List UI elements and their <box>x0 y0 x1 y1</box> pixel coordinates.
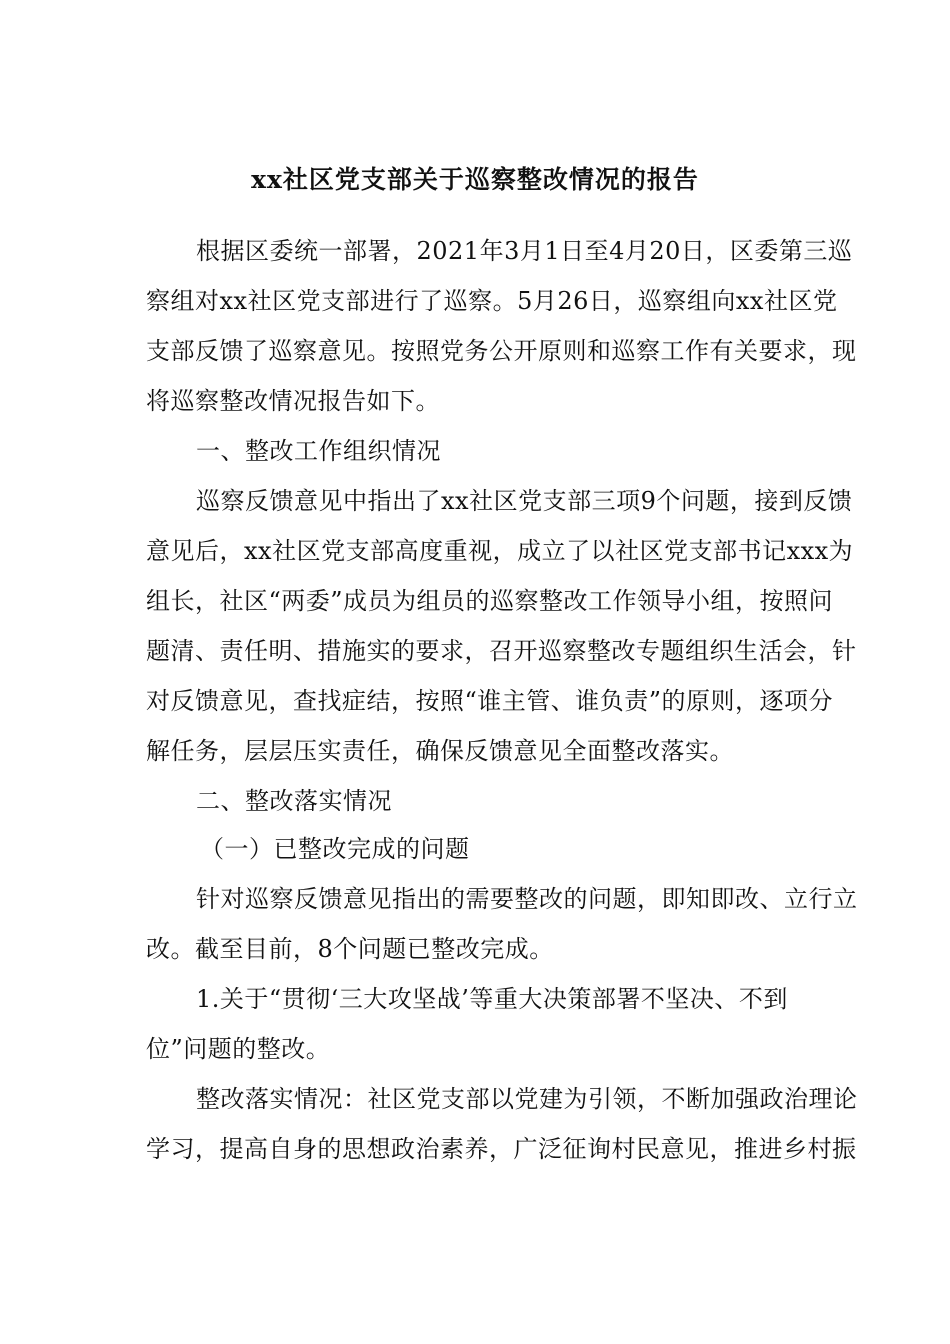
paragraph-line: 巡察反馈意见中指出了xx社区党支部三项9个问题，接到反馈 <box>196 487 853 515</box>
section-heading: 一、整改工作组织情况 <box>196 437 441 465</box>
section-heading: 二、整改落实情况 <box>196 787 392 815</box>
paragraph-line: 解任务，层层压实责任，确保反馈意见全面整改落实。 <box>146 737 734 765</box>
paragraph-line: 察组对xx社区党支部进行了巡察。5月26日，巡察组向xx社区党 <box>146 287 838 315</box>
item-heading: 1.关于“贯彻‘三大攻坚战’等重大决策部署不坚决、不到 <box>196 985 788 1013</box>
paragraph-line: 题清、责任明、措施实的要求，召开巡察整改专题组织生活会，针 <box>146 637 857 665</box>
paragraph-line: 整改落实情况：社区党支部以党建为引领，不断加强政治理论 <box>196 1085 858 1113</box>
paragraph-line: 支部反馈了巡察意见。按照党务公开原则和巡察工作有关要求，现 <box>146 337 857 365</box>
paragraph-line: 学习，提高自身的思想政治素养，广泛征询村民意见，推进乡村振 <box>146 1135 857 1163</box>
document-title: xx社区党支部关于巡察整改情况的报告 <box>251 165 699 194</box>
paragraph-line: 改。截至目前，8个问题已整改完成。 <box>146 935 554 963</box>
paragraph-line: 意见后，xx社区党支部高度重视，成立了以社区党支部书记xxx为 <box>146 537 854 565</box>
paragraph-line: 根据区委统一部署，2021年3月1日至4月20日，区委第三巡 <box>196 237 853 265</box>
subsection-heading: （一）已整改完成的问题 <box>200 835 470 863</box>
paragraph-line: 对反馈意见，查找症结，按照“谁主管、谁负责”的原则，逐项分 <box>146 687 834 715</box>
paragraph-line: 将巡察整改情况报告如下。 <box>146 387 440 415</box>
paragraph-line: 组长，社区“两委”成员为组员的巡察整改工作领导小组，按照问 <box>146 587 834 615</box>
item-heading: 位”问题的整改。 <box>146 1035 331 1063</box>
paragraph-line: 针对巡察反馈意见指出的需要整改的问题，即知即改、立行立 <box>196 885 858 913</box>
